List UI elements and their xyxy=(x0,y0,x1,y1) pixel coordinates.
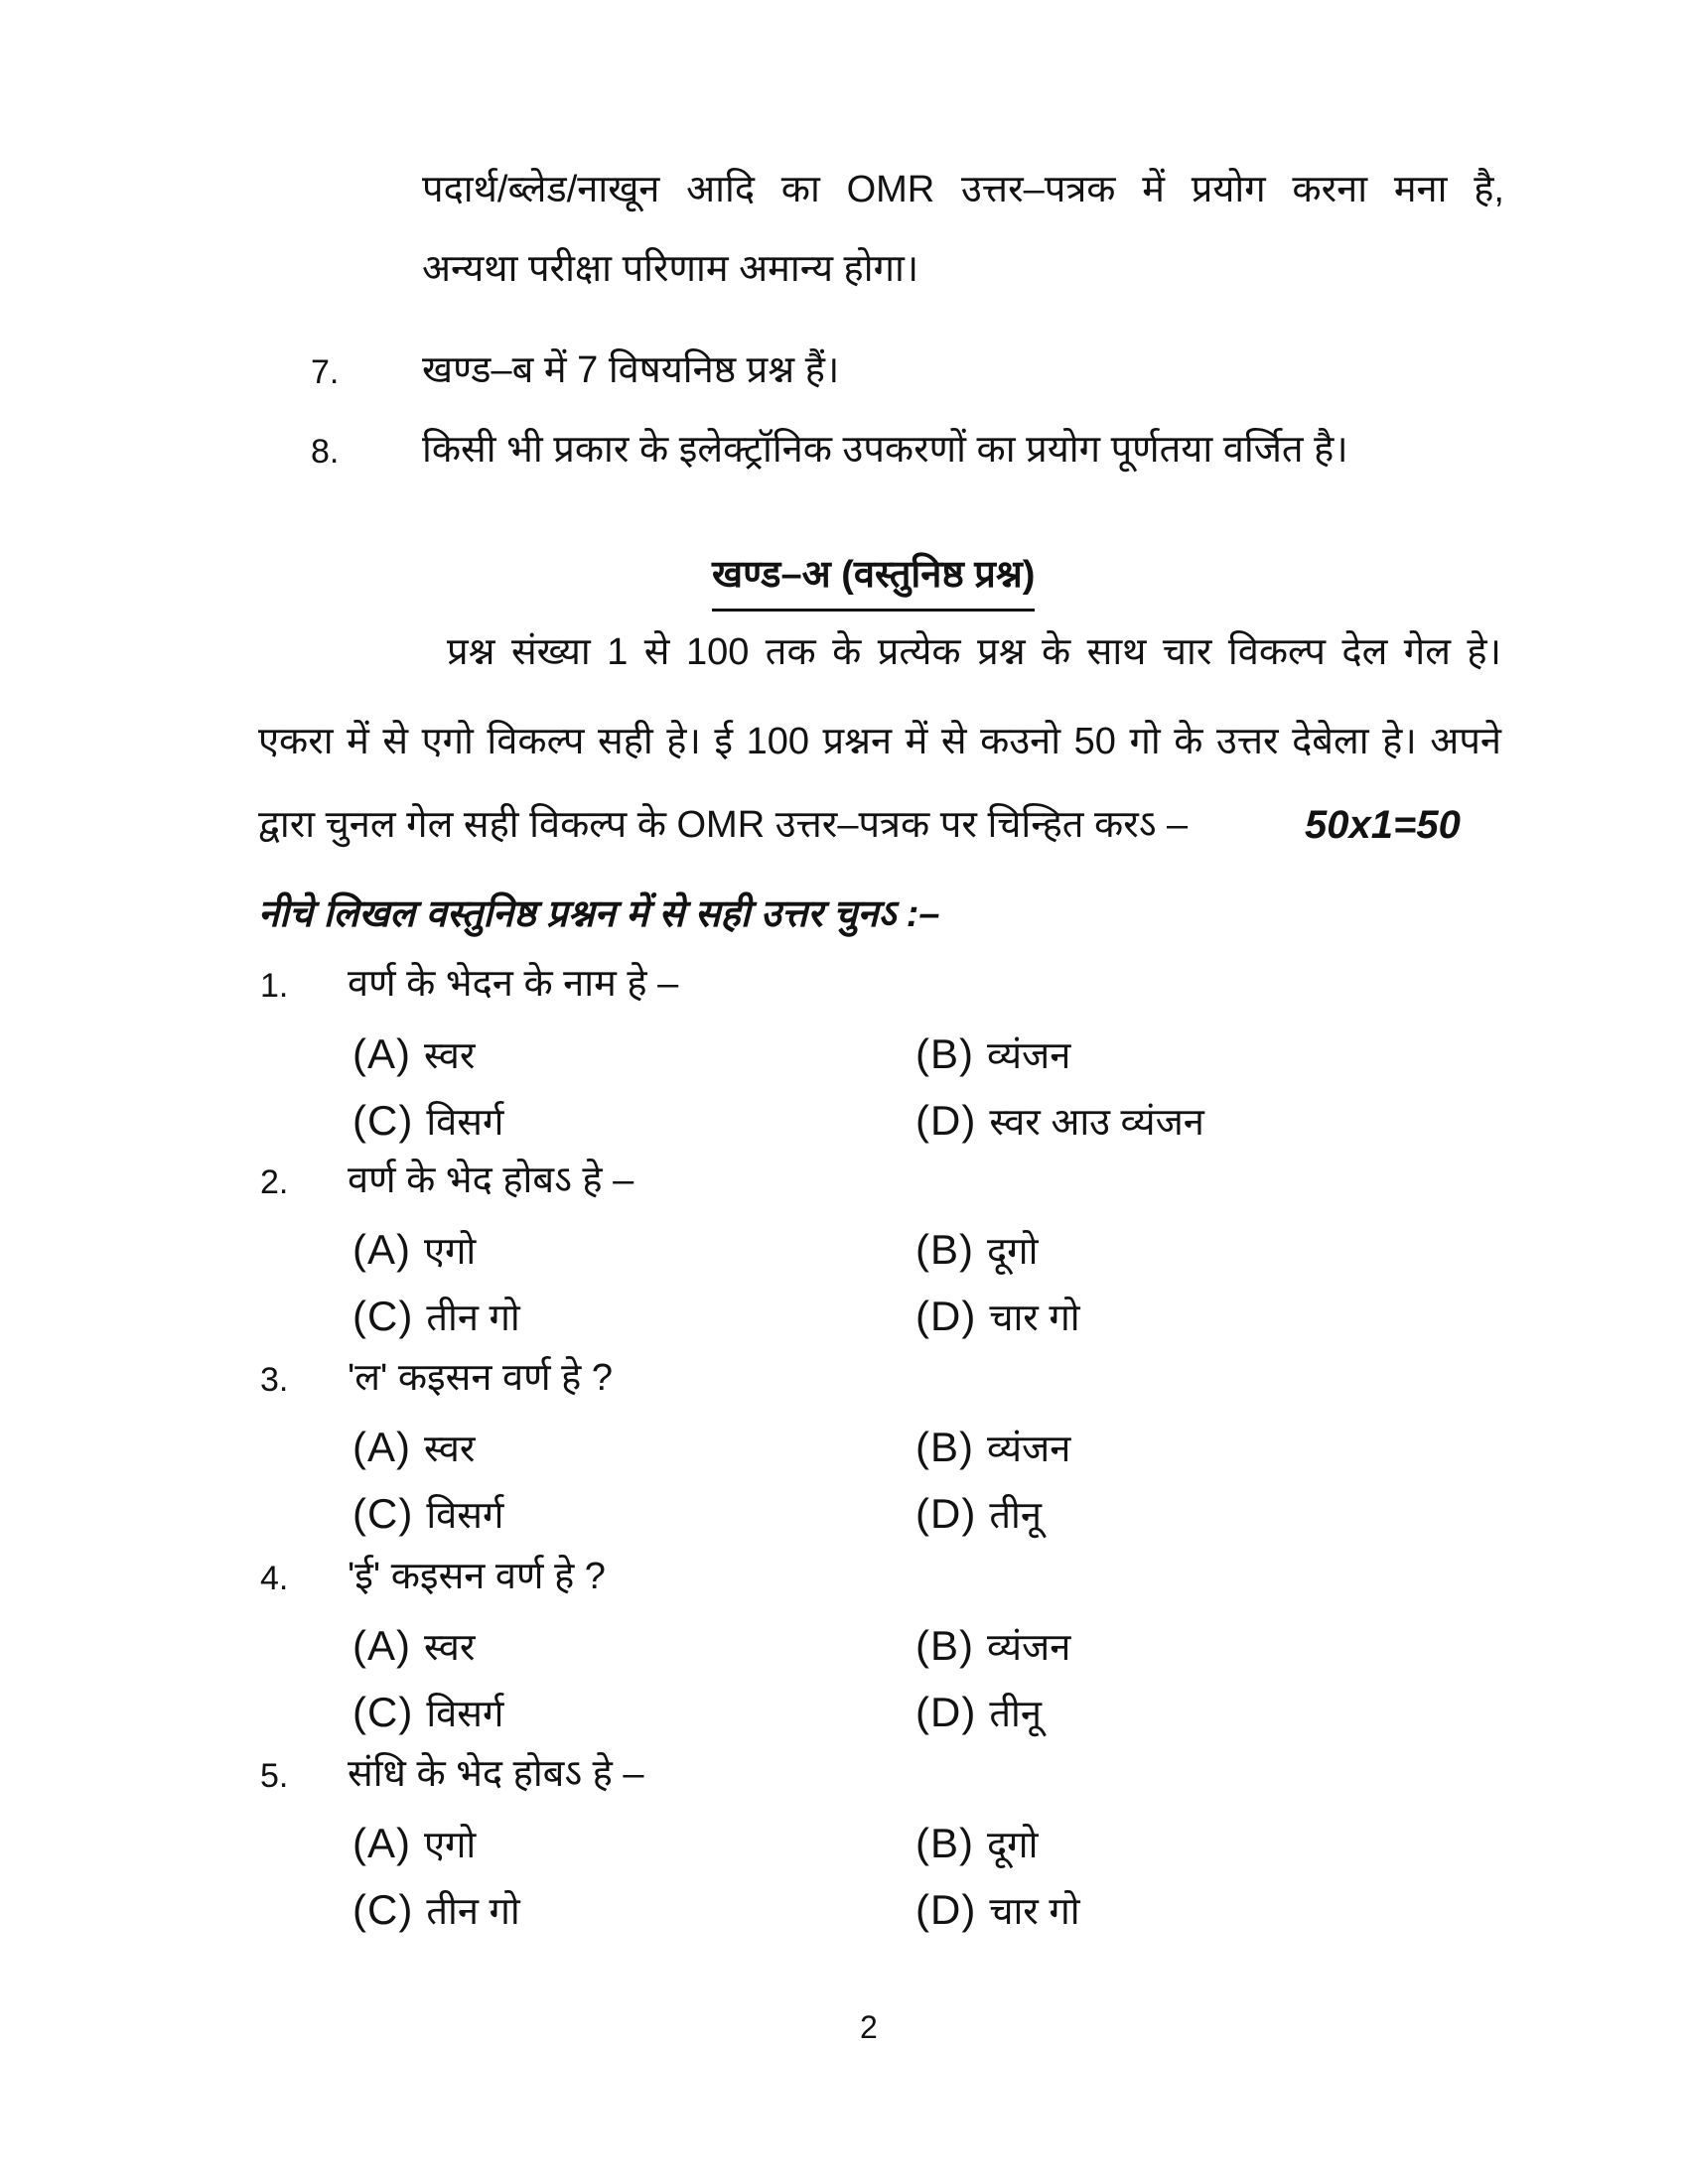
option-label: (D) xyxy=(915,1293,977,1339)
option-label: (D) xyxy=(915,1886,977,1933)
option-label: (A) xyxy=(352,1030,411,1077)
question-3-option-c xyxy=(352,1488,503,1541)
question-1-option-a xyxy=(352,1028,475,1081)
section-paragraph-line-3: द्वारा चुनल गेल सही विकल्प के OMR उत्तर–पत्रक पर चिन्हित करऽ – xyxy=(258,804,1189,846)
option-text: तीनू xyxy=(989,1495,1042,1537)
question-2-number: 2. xyxy=(260,1163,289,1201)
option-label: (A) xyxy=(352,1820,411,1866)
question-1-option-c xyxy=(352,1095,503,1148)
option-label: (C) xyxy=(352,1097,414,1144)
option-label: (B) xyxy=(915,1226,974,1273)
question-1-option-d xyxy=(915,1095,1204,1148)
option-text: स्वर xyxy=(424,1429,476,1470)
option-text: तीन गो xyxy=(426,1297,520,1339)
option-label: (B) xyxy=(915,1622,974,1669)
option-label: (D) xyxy=(915,1689,977,1735)
question-2-option-d xyxy=(915,1291,1080,1343)
option-text: तीनू xyxy=(989,1694,1042,1735)
option-label: (C) xyxy=(352,1886,414,1933)
option-text: चार गो xyxy=(989,1297,1080,1339)
question-4-option-d xyxy=(915,1687,1042,1739)
question-1-option-b xyxy=(915,1028,1070,1081)
option-label: (B) xyxy=(915,1424,974,1470)
option-label: (A) xyxy=(352,1226,411,1273)
question-4-number: 4. xyxy=(260,1560,289,1597)
option-text: व्यंजन xyxy=(987,1035,1071,1077)
section-paragraph-line-1: प्रश्न संख्या 1 से 100 तक के प्रत्येक प्रश्न के साथ चार विकल्प देल गेल हे। xyxy=(447,631,1501,673)
question-3-number: 3. xyxy=(260,1361,289,1399)
question-5-option-a xyxy=(352,1818,476,1870)
instruction-item-7-number: 7. xyxy=(311,353,340,391)
question-4-option-c xyxy=(352,1687,503,1739)
question-4-option-b xyxy=(915,1620,1070,1673)
option-text: स्वर xyxy=(424,1035,476,1077)
marks-scheme: 50x1=50 xyxy=(1305,803,1461,847)
option-text: विसर्ग xyxy=(426,1694,504,1735)
instruction-continuation-line-1: पदार्थ/ब्लेड/नाखून आदि का OMR उत्तर–पत्रक में प्रयोग करना मना है, xyxy=(422,169,1504,210)
question-5-option-c xyxy=(352,1884,520,1937)
question-1-number: 1. xyxy=(260,967,289,1005)
question-5-text: संधि के भेद होबऽ हे – xyxy=(348,1753,644,1795)
question-4-option-a xyxy=(352,1620,475,1673)
option-text: व्यंजन xyxy=(987,1429,1071,1470)
section-heading: खण्ड–अ (वस्तुनिष्ठ प्रश्न) xyxy=(712,552,1035,612)
question-1-text: वर्ण के भेदन के नाम हे – xyxy=(348,963,679,1005)
option-label: (A) xyxy=(352,1622,411,1669)
choose-instruction: नीचे लिखल वस्तुनिष्ठ प्रश्नन में से सही उत्तर चुनऽ :– xyxy=(258,893,940,935)
option-text: विसर्ग xyxy=(426,1495,504,1537)
option-text: स्वर आउ व्यंजन xyxy=(989,1102,1204,1144)
question-3-option-d xyxy=(915,1488,1042,1541)
option-label: (D) xyxy=(915,1490,977,1537)
option-label: (D) xyxy=(915,1097,977,1144)
question-5-option-d xyxy=(915,1884,1080,1937)
option-text: दूगो xyxy=(987,1231,1039,1273)
question-5-option-b xyxy=(915,1818,1038,1870)
question-2-option-c xyxy=(352,1291,520,1343)
option-text: चार गो xyxy=(989,1891,1080,1933)
option-label: (B) xyxy=(915,1030,974,1077)
question-2-text: वर्ण के भेद होबऽ हे – xyxy=(348,1160,634,1201)
option-text: विसर्ग xyxy=(426,1102,504,1144)
instruction-item-8-text: किसी भी प्रकार के इलेक्ट्रॉनिक उपकरणों का प्रयोग पूर्णतया वर्जित है। xyxy=(422,429,1348,471)
question-5-number: 5. xyxy=(260,1757,289,1795)
page-number: 2 xyxy=(860,2009,878,2045)
option-text: दूगो xyxy=(987,1825,1039,1866)
question-2-option-b xyxy=(915,1224,1038,1277)
option-text: एगो xyxy=(424,1231,477,1273)
instruction-continuation-line-2: अन्यथा परीक्षा परिणाम अमान्य होगा। xyxy=(422,248,919,290)
question-2-option-a xyxy=(352,1224,476,1277)
instruction-item-7-text: खण्ड–ब में 7 विषयनिष्ठ प्रश्न हैं। xyxy=(422,349,840,391)
option-text: एगो xyxy=(424,1825,477,1866)
option-text: स्वर xyxy=(424,1627,476,1669)
question-4-text: 'ई' कइसन वर्ण हे ? xyxy=(348,1556,606,1597)
instruction-item-8-number: 8. xyxy=(311,433,340,471)
question-3-option-b xyxy=(915,1422,1070,1474)
section-paragraph-line-2: एकरा में से एगो विकल्प सही हे। ई 100 प्रश्नन में से कउनो 50 गो के उत्तर देबेला हे। अपने xyxy=(258,721,1501,762)
option-label: (B) xyxy=(915,1820,974,1866)
option-text: तीन गो xyxy=(426,1891,520,1933)
option-label: (C) xyxy=(352,1293,414,1339)
option-text: व्यंजन xyxy=(987,1627,1071,1669)
question-3-text: 'ल' कइसन वर्ण हे ? xyxy=(348,1357,614,1399)
option-label: (C) xyxy=(352,1689,414,1735)
option-label: (A) xyxy=(352,1424,411,1470)
question-3-option-a xyxy=(352,1422,475,1474)
option-label: (C) xyxy=(352,1490,414,1537)
